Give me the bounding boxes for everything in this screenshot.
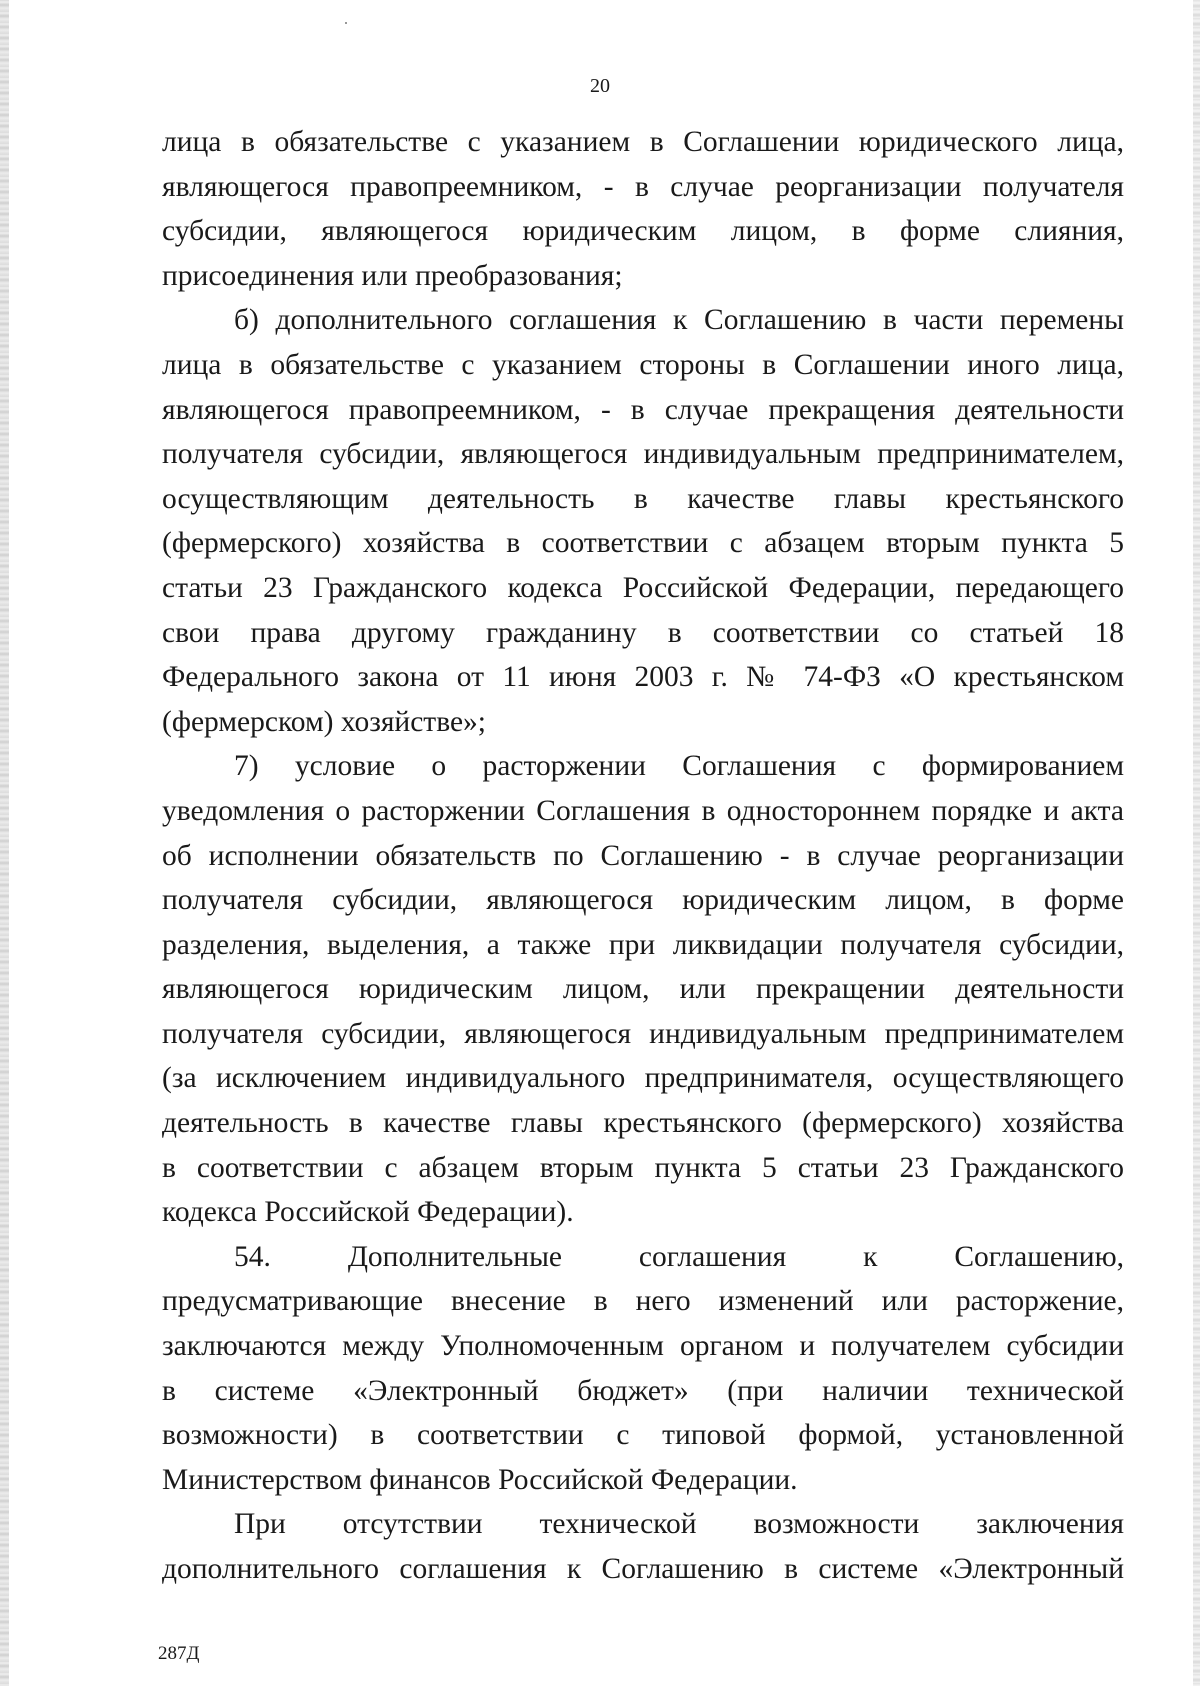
text-line: об исполнении обязательств по Соглашению - в случае реорганизации bbox=[162, 839, 1124, 872]
text-line: в системе «Электронный бюджет» (при наличии технической bbox=[162, 1374, 1124, 1407]
text-line: 7) условие о расторжении Соглашения с формированием bbox=[234, 750, 1124, 783]
text-line: возможности) в соответствии с типовой формой, установленной bbox=[162, 1419, 1124, 1452]
paragraph-item-54 bbox=[162, 1235, 1124, 1503]
text-line: субсидии, являющегося юридическим лицом, в форме слияния, bbox=[162, 215, 1124, 248]
text-line: заключаются между Уполномоченным органом и получателем субсидии bbox=[162, 1330, 1124, 1363]
text-line: 54. Дополнительные соглашения к Соглашению, bbox=[234, 1240, 1124, 1273]
text-line: статьи 23 Гражданского кодекса Российской Федерации, передающего bbox=[162, 571, 1124, 604]
paragraph-continuation bbox=[162, 120, 1124, 298]
text-line: лица в обязательстве с указанием в Соглашении юридического лица, bbox=[162, 126, 1124, 158]
text-line: деятельность в качестве главы крестьянского (фермерского) хозяйства bbox=[162, 1107, 1124, 1140]
text-line: свои права другому гражданину в соответствии со статьей 18 bbox=[162, 616, 1124, 649]
document-body bbox=[162, 120, 1124, 1592]
scan-edge-right bbox=[1193, 0, 1200, 1686]
text-line: в соответствии с абзацем вторым пункта 5 статьи 23 Гражданского bbox=[162, 1151, 1124, 1184]
text-line: предусматривающие внесение в него изменений или расторжение, bbox=[162, 1285, 1124, 1318]
text-line: лица в обязательстве с указанием стороны в Соглашении иного лица, bbox=[162, 348, 1124, 381]
text-line: являющегося юридическим лицом, или прекращении деятельности bbox=[162, 973, 1124, 1006]
text-line: При отсутствии технической возможности заключения bbox=[234, 1508, 1124, 1541]
text-line: получателя субсидии, являющегося индивидуальным предпринимателем, bbox=[162, 438, 1124, 471]
page-number: 20 bbox=[590, 75, 610, 97]
scan-speck bbox=[345, 22, 347, 24]
text-line: получателя субсидии, являющегося индивидуальным предпринимателем bbox=[162, 1017, 1124, 1050]
text-line: являющегося правопреемником, - в случае прекращения деятельности bbox=[162, 393, 1124, 426]
scan-edge-left bbox=[0, 0, 9, 1686]
text-line: уведомления о расторжении Соглашения в одностороннем порядке и акта bbox=[162, 794, 1124, 827]
text-line: получателя субсидии, являющегося юридическим лицом, в форме bbox=[162, 884, 1124, 917]
text-line: являющегося правопреемником, - в случае реорганизации получателя bbox=[162, 170, 1124, 203]
text-line: б) дополнительного соглашения к Соглашению в части перемены bbox=[234, 304, 1124, 337]
text-line: присоединения или преобразования; bbox=[162, 259, 623, 292]
paragraph-item-b bbox=[162, 298, 1124, 744]
paragraph-item-7 bbox=[162, 744, 1124, 1235]
text-line: (за исключением индивидуального предпринимателя, осуществляющего bbox=[162, 1062, 1124, 1095]
paragraph-absence-of-technical-possibility bbox=[162, 1502, 1124, 1591]
text-line: (фермерского) хозяйства в соответствии с абзацем вторым пункта 5 bbox=[162, 527, 1124, 560]
text-line: осуществляющим деятельность в качестве главы крестьянского bbox=[162, 482, 1124, 515]
text-line: Федерального закона от 11 июня 2003 г. № 74-ФЗ «О крестьянском bbox=[162, 661, 1124, 694]
text-line: (фермерском) хозяйстве»; bbox=[162, 705, 486, 738]
text-line: Министерством финансов Российской Федерации. bbox=[162, 1463, 798, 1496]
text-line: кодекса Российской Федерации). bbox=[162, 1196, 574, 1229]
text-line: разделения, выделения, а также при ликвидации получателя субсидии, bbox=[162, 928, 1124, 961]
text-line: дополнительного соглашения к Соглашению в системе «Электронный bbox=[162, 1553, 1124, 1585]
document-code: 287Д bbox=[158, 1643, 200, 1664]
